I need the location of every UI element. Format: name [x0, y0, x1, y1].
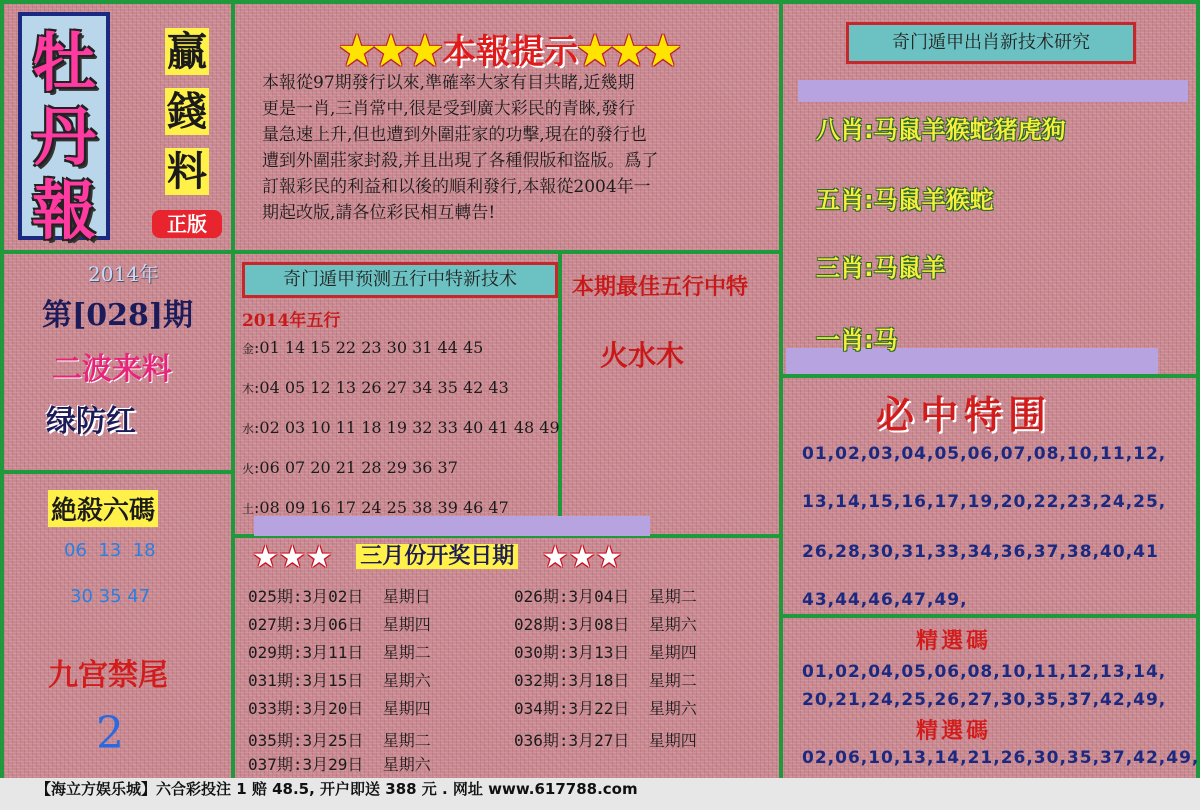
schedule-row: 026期:3月04日 星期二 — [514, 587, 697, 606]
wave-title: 二波来料 — [52, 352, 172, 387]
slogan-char: 錢 — [167, 88, 207, 135]
schedule-row: 030期:3月13日 星期四 — [514, 643, 697, 662]
special-numbers: 13,14,15,16,17,19,20,22,23,24,25, — [802, 492, 1167, 512]
grid-line — [0, 0, 1200, 4]
masthead-logo — [18, 12, 110, 249]
selected-title: 精選碼 — [916, 718, 992, 744]
schedule-row: 036期:3月27日 星期四 — [514, 731, 697, 750]
zodiac-item: 三肖:马鼠羊 — [816, 254, 946, 282]
notice-line: 本報從97期發行以來,準確率大家有目共睹,近幾期 — [262, 73, 635, 93]
grid-line — [231, 0, 235, 778]
kill-title: 絶殺六碼 — [48, 490, 158, 527]
slogan-char: 料 — [167, 148, 207, 195]
wuxing-row: 木:04 05 12 13 26 27 34 35 42 43 — [242, 378, 509, 397]
special-numbers: 01,02,03,04,05,06,07,08,10,11,12, — [802, 444, 1167, 464]
wuxing-row: 火:06 07 20 21 28 29 36 37 — [242, 458, 458, 477]
schedule-row: 034期:3月22日 星期六 — [514, 699, 697, 718]
notice-line: 訂報彩民的利益和以後的順利發行,本報從2004年一 — [262, 177, 651, 197]
star-icon: ★★★ — [578, 32, 680, 72]
kill-numbers: 06 13 18 — [64, 540, 156, 561]
wuxing-row: 水:02 03 10 11 18 19 32 33 40 41 48 49 — [242, 418, 560, 437]
wuxing-row: 金:01 14 15 22 23 30 31 44 45 — [242, 338, 484, 357]
genuine-badge: 正版 — [152, 210, 222, 238]
grid-line — [0, 0, 4, 778]
star-icon: ★★★ — [340, 32, 442, 72]
schedule-row: 033期:3月20日 星期四 — [248, 699, 431, 718]
zodiac-item: 五肖:马鼠羊猴蛇 — [816, 186, 994, 214]
issue-number: 第[028]期 — [42, 298, 194, 333]
grid-line — [0, 250, 783, 254]
notice-body — [262, 70, 772, 226]
selected-title: 精選碼 — [916, 628, 992, 654]
wuxing-year: 2014年五行 — [242, 311, 341, 331]
schedule-row: 028期:3月08日 星期六 — [514, 615, 697, 634]
grid-line — [558, 252, 562, 536]
zodiac-item: 一肖:马 — [816, 326, 898, 354]
schedule-row: 025期:3月02日 星期日 — [248, 587, 431, 606]
schedule-row: 027期:3月06日 星期四 — [248, 615, 431, 634]
schedule-title: ★★★ 三月份开奖日期 ★★★ — [252, 540, 623, 575]
kill-numbers: 30 35 47 — [70, 586, 151, 607]
footer-ad: 【海立方娱乐城】六合彩投注 1 赔 48.5, 开户即送 388 元 . 网址 www.617788.com — [0, 778, 1200, 810]
zodiac-title: 奇门遁甲出肖新技术研究 — [846, 22, 1136, 64]
notice-line: 量急速上升,但也遭到外圍莊家的功擊,現在的發行也 — [262, 125, 647, 145]
masthead-char: 報 — [32, 174, 96, 249]
schedule-row: 029期:3月11日 星期二 — [248, 643, 431, 662]
grid-line — [1196, 0, 1200, 778]
grid-line — [779, 374, 1199, 378]
notice-title: ★★★本報提示★★★ — [340, 32, 680, 72]
wave-value: 绿防红 — [46, 404, 136, 439]
wuxing-row: 土:08 09 16 17 24 25 38 39 46 47 — [242, 498, 509, 517]
tail-title: 九宫禁尾 — [48, 658, 168, 693]
masthead-char: 牡 — [32, 26, 96, 101]
notice-line: 更是一肖,三肖常中,很是受到廣大彩民的青睞,發行 — [262, 99, 636, 119]
grid-line — [0, 470, 235, 474]
selected-numbers: 01,02,04,05,06,08,10,11,12,13,14, — [802, 662, 1167, 682]
schedule-row: 031期:3月15日 星期六 — [248, 671, 431, 690]
grid-line — [779, 614, 1199, 618]
slogan-char: 贏 — [167, 28, 207, 75]
notice-line: 期起改版,請各位彩民相互轉告! — [262, 203, 496, 223]
best-value: 火水木 — [600, 339, 685, 372]
year-label: 2014年 — [88, 262, 159, 286]
best-title: 本期最佳五行中特 — [572, 274, 749, 300]
wuxing-title: 奇门遁甲预测五行中特新技术 — [242, 262, 558, 298]
selected-numbers: 02,06,10,13,14,21,26,30,35,37,42,49, — [802, 748, 1200, 768]
zodiac-item: 八肖:马鼠羊猴蛇猪虎狗 — [816, 116, 1066, 144]
highlight-bar — [254, 516, 650, 536]
tail-value: 2 — [96, 708, 124, 759]
highlight-bar — [798, 80, 1188, 102]
notice-line: 遭到外圍莊家封殺,并且出現了各種假版和盜版。爲了 — [262, 151, 659, 171]
schedule-row: 037期:3月29日 星期六 — [248, 755, 431, 774]
masthead-char: 丹 — [32, 100, 96, 175]
special-numbers: 26,28,30,31,33,34,36,37,38,40,41 — [802, 542, 1159, 562]
special-numbers: 43,44,46,47,49, — [802, 590, 968, 610]
grid-line — [779, 0, 783, 778]
schedule-row: 032期:3月18日 星期二 — [514, 671, 697, 690]
special-title: 必中特围 — [876, 392, 1053, 437]
selected-numbers: 20,21,24,25,26,27,30,35,37,42,49, — [802, 690, 1167, 710]
schedule-row: 035期:3月25日 星期二 — [248, 731, 431, 750]
